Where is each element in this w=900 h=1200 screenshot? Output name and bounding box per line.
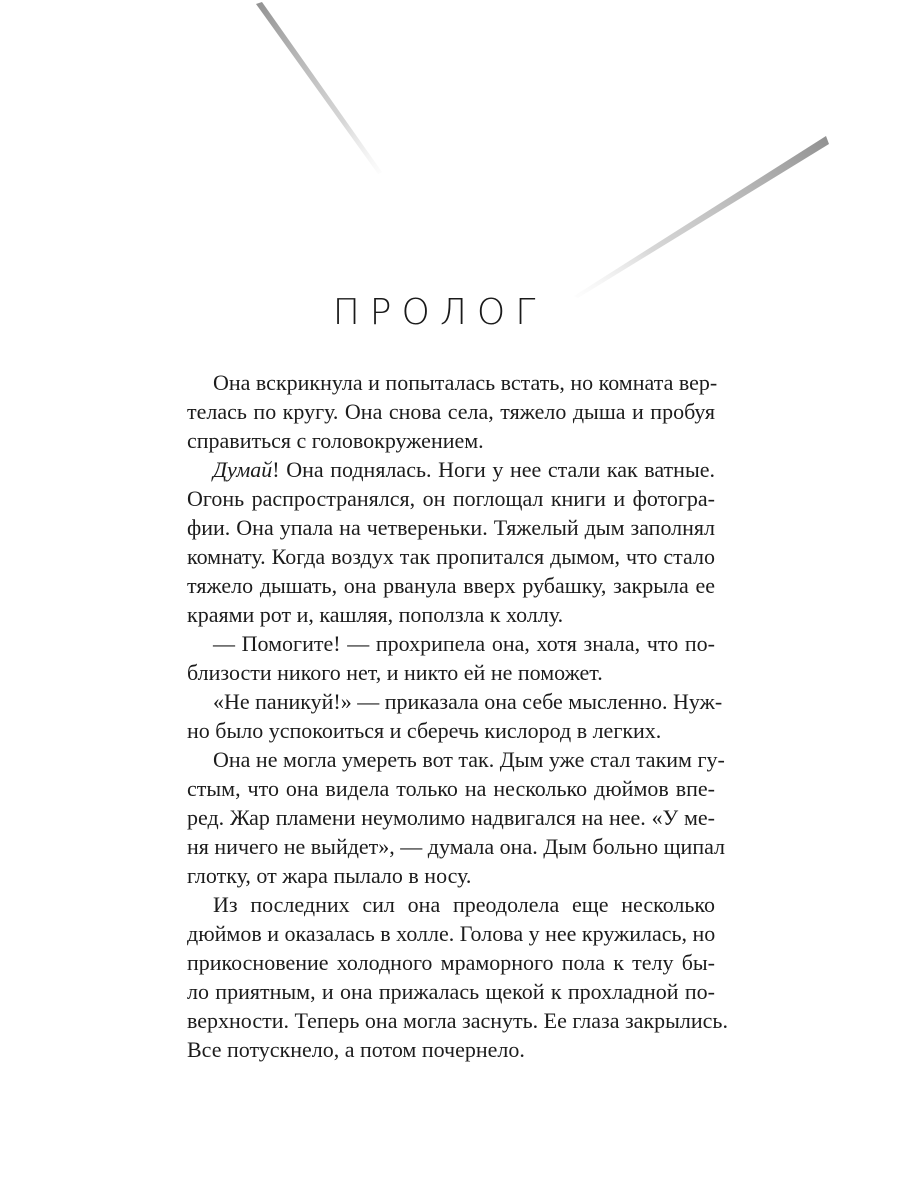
streak-right [574, 136, 829, 298]
text-line: тяжело дышать, она рванула вверх рубашку, закрыла ее [187, 573, 715, 598]
italic-lead: Думай [213, 457, 273, 482]
text-line: Огонь распространялся, он поглощал книги и фотогра- [187, 486, 715, 511]
text-line-rest: ! Она поднялась. Ноги у нее стали как ватные. [272, 457, 715, 482]
text-line: Все потускнело, а потом почернело. [187, 1037, 525, 1062]
text-line: ред. Жар пламени неумолимо надвигался на нее. «У ме- [187, 805, 715, 830]
paragraph-2 [161, 455, 715, 629]
text-line: — Помогите! — прохрипела она, хотя знала, что по- [213, 631, 715, 656]
text-line: краями рот и, кашляя, поползла к холлу. [187, 602, 564, 627]
text-line: дюймов и оказалась в холле. Голова у нее кружилась, но [187, 921, 716, 946]
text-line: «Не паникуй!» — приказала она себе мысленно. Нуж- [213, 689, 723, 714]
text-line: комнату. Когда воздух так пропитался дымом, что стало [187, 544, 715, 569]
streak-top-left [256, 2, 382, 174]
paragraph-4 [161, 687, 723, 745]
text-line: стым, что она видела только на несколько дюймов впе- [187, 776, 715, 801]
paragraph-5 [161, 745, 726, 890]
text-line: глотку, от жара пылало в носу. [187, 863, 472, 888]
paragraph-3 [161, 629, 715, 687]
text-line: ло приятным, и она прижалась щекой к прохладной по- [187, 979, 715, 1004]
paragraph-1 [161, 368, 718, 455]
chapter-title: ПРОЛОГ [332, 292, 546, 333]
text-line: Из последних сил она преодолела еще несколько [213, 892, 715, 917]
text-line: справиться с головокружением. [187, 428, 484, 453]
chapter-body [161, 368, 728, 1064]
text-line: фии. Она упала на четвереньки. Тяжелый дым заполнял [187, 515, 715, 540]
text-line: телась по кругу. Она снова села, тяжело дыша и пробуя [187, 399, 715, 424]
text-line: Она не могла умереть вот так. Дым уже стал таким гу- [213, 747, 725, 772]
text-line [161, 455, 715, 484]
paragraph-6 [161, 890, 728, 1064]
text-line: но было успокоиться и сберечь кислород в легких. [187, 718, 662, 743]
text-line: ня ничего не выйдет», — думала она. Дым больно щипал [187, 834, 726, 859]
text-line: Она вскрикнула и попыталась встать, но комната вер- [213, 370, 718, 395]
text-line: верхности. Теперь она могла заснуть. Ее глаза закрылись. [187, 1008, 728, 1033]
text-line: близости никого нет, и никто ей не поможет. [187, 660, 603, 685]
text-line: прикосновение холодного мраморного пола к телу бы- [187, 950, 715, 975]
